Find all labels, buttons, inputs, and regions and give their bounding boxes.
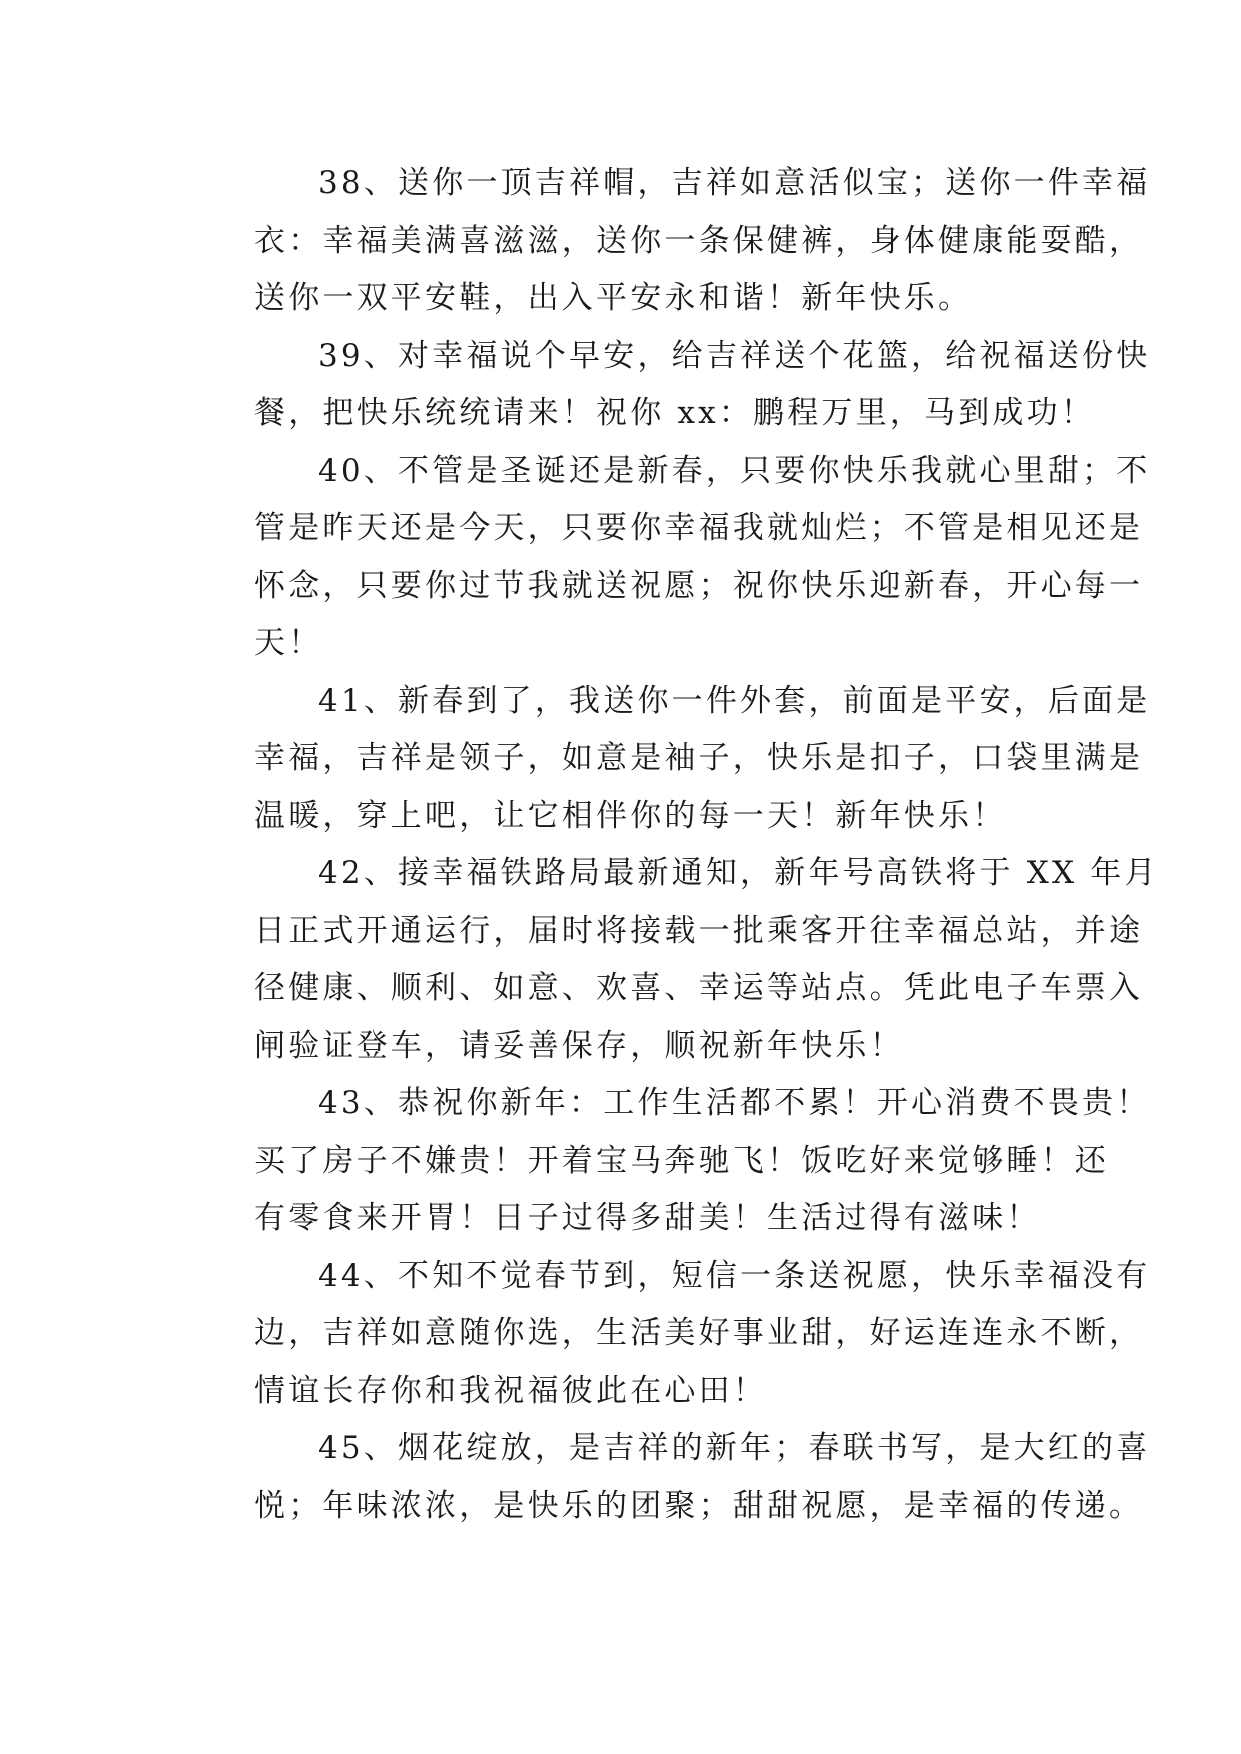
text-line: 闸验证登车，请妥善保存，顺祝新年快乐！ [254, 1027, 904, 1064]
text-line: 情谊长存你和我祝福彼此在心田！ [254, 1372, 767, 1409]
text-line: 38、送你一顶吉祥帽，吉祥如意活似宝；送你一件幸福 [318, 165, 1151, 201]
text-line: 怀念，只要你过节我就送祝愿；祝你快乐迎新春，开心每一 [254, 567, 1144, 604]
paragraph-40 [190, 443, 1151, 673]
text-line: 悦；年味浓浓，是快乐的团聚；甜甜祝愿，是幸福的传递。 [254, 1487, 1144, 1524]
text-line: 40、不管是圣诞还是新春，只要你快乐我就心里甜；不 [318, 452, 1151, 489]
text-line: 管是昨天还是今天，只要你幸福我就灿烂；不管是相见还是 [254, 510, 1144, 546]
text-line: 有零食来开胃！日子过得多甜美！生活过得有滋味！ [254, 1200, 1041, 1236]
text-line: 日正式开通运行，届时将接载一批乘客开往幸福总站，并途 [254, 912, 1144, 949]
text-line: 买了房子不嫌贵！开着宝马奔驰飞！饭吃好来觉够睡！还 [254, 1142, 1109, 1179]
text-line: 衣：幸福美满喜滋滋，送你一条保健裤，身体健康能耍酷， [254, 222, 1144, 259]
text-line: 温暖，穿上吧，让它相伴你的每一天！新年快乐！ [254, 797, 1007, 834]
text-line: 天！ [254, 625, 323, 661]
text-line: 42、接幸福铁路局最新通知，新年号高铁将于 XX 年月 [318, 855, 1159, 891]
text-line: 径健康、顺利、如意、欢喜、幸运等站点。凭此电子车票入 [254, 970, 1144, 1006]
paragraph-39 [190, 328, 1151, 443]
text-line: 幸福，吉祥是领子，如意是袖子，快乐是扣子，口袋里满是 [254, 740, 1144, 776]
paragraph-42 [190, 845, 1159, 1075]
paragraph-44 [190, 1248, 1151, 1421]
paragraph-43 [190, 1075, 1151, 1248]
paragraph-41 [190, 673, 1151, 846]
text-line: 41、新春到了，我送你一件外套，前面是平安，后面是 [318, 682, 1151, 719]
text-line: 39、对幸福说个早安，给吉祥送个花篮，给祝福送份快 [318, 337, 1151, 374]
text-line: 43、恭祝你新年：工作生活都不累！开心消费不畏贵！ [318, 1085, 1151, 1121]
text-line: 餐，把快乐统统请来！祝你 xx：鹏程万里，马到成功！ [254, 395, 1096, 431]
text-line: 送你一双平安鞋，出入平安永和谐！新年快乐。 [254, 280, 973, 316]
text-line: 边，吉祥如意随你选，生活美好事业甜，好运连连永不断， [254, 1315, 1144, 1351]
text-line: 45、烟花绽放，是吉祥的新年；春联书写，是大红的喜 [318, 1430, 1151, 1466]
document-body [190, 155, 1159, 1535]
paragraph-45 [190, 1420, 1151, 1535]
text-line: 44、不知不觉春节到，短信一条送祝愿，快乐幸福没有 [318, 1257, 1151, 1294]
paragraph-38 [190, 155, 1151, 328]
